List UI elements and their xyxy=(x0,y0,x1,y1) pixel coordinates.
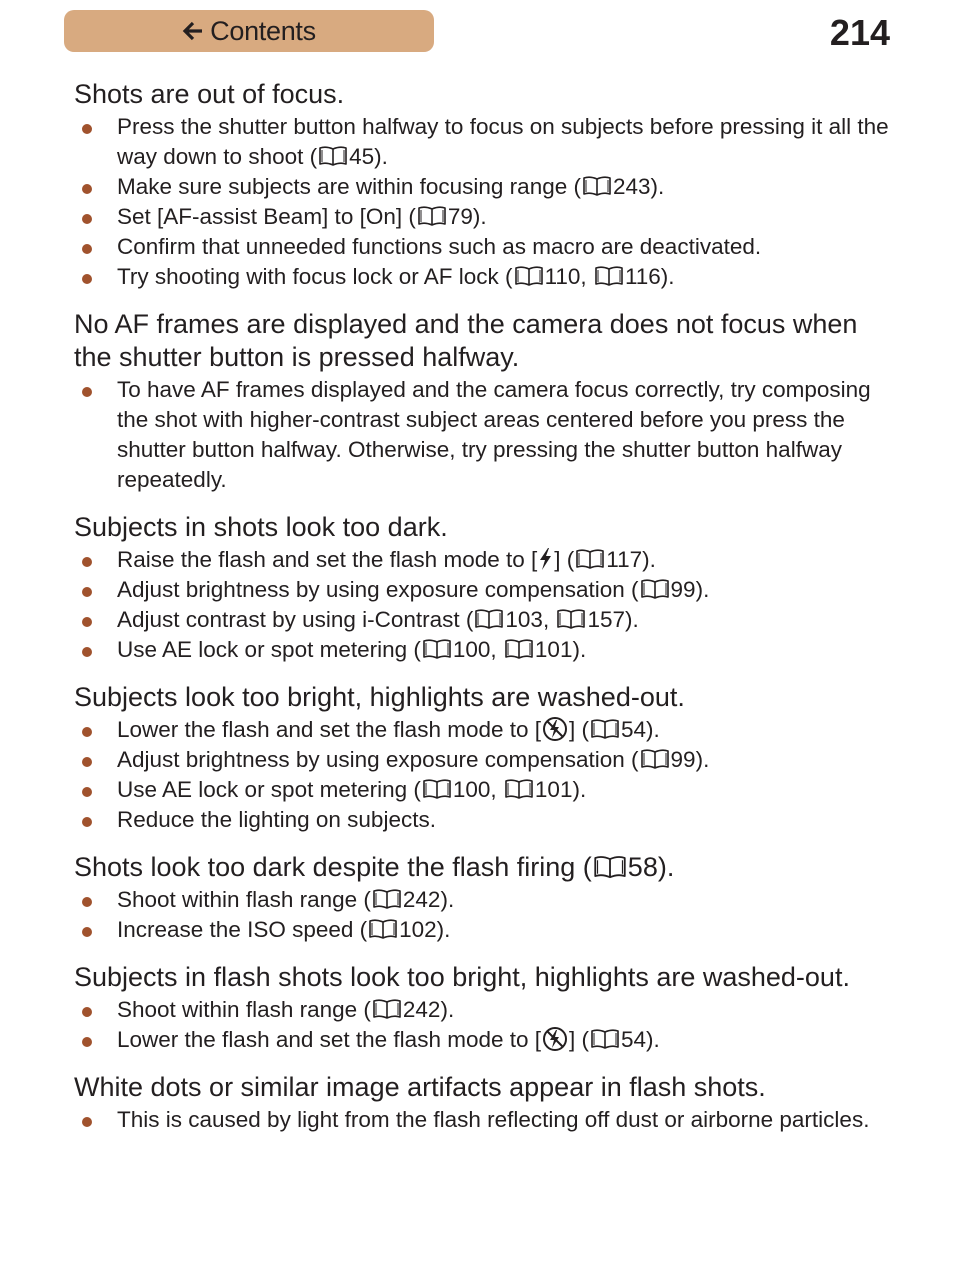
text-run: ] ( xyxy=(554,547,575,572)
book-icon[interactable] xyxy=(556,608,586,630)
section-heading: Subjects in flash shots look too bright, highlights are washed-out. xyxy=(74,962,850,992)
text-run: This is caused by light from the flash reflecting off dust or airborne particles. xyxy=(117,1107,870,1132)
text-run: ] ( xyxy=(569,1027,590,1052)
bullet-dot-icon xyxy=(82,124,92,134)
text-run: Adjust brightness by using exposure compensation ( xyxy=(117,577,639,602)
text-run: Make sure subjects are within focusing range ( xyxy=(117,174,581,199)
text-run: Lower the flash and set the flash mode to [ xyxy=(117,717,542,742)
bullet-dot-icon xyxy=(82,647,92,657)
list-item xyxy=(74,1105,894,1135)
text-run: Shoot within flash range ( xyxy=(117,997,371,1022)
book-icon[interactable] xyxy=(504,778,534,800)
list-item xyxy=(74,995,894,1025)
text-run: 157). xyxy=(587,607,639,632)
text-run: Use AE lock or spot metering ( xyxy=(117,637,421,662)
text-run: Reduce the lighting on subjects. xyxy=(117,807,436,832)
book-icon[interactable] xyxy=(594,265,624,287)
contents-label: Contents xyxy=(210,15,316,46)
book-icon[interactable] xyxy=(422,638,452,660)
text-run: 100, xyxy=(452,777,503,802)
faq-section xyxy=(74,961,894,1055)
bullet-dot-icon xyxy=(82,927,92,937)
list-item xyxy=(74,172,894,202)
bullet-dot-icon xyxy=(82,557,92,567)
bullet-dot-icon xyxy=(82,617,92,627)
text-run: Shots look too dark despite the flash firing ( xyxy=(74,852,592,882)
troubleshooting-content xyxy=(74,78,894,1151)
book-icon[interactable] xyxy=(318,145,348,167)
bullet-list xyxy=(74,112,894,292)
bullet-list xyxy=(74,545,894,665)
book-icon[interactable] xyxy=(504,638,534,660)
bullet-dot-icon xyxy=(82,817,92,827)
bullet-dot-icon xyxy=(82,1037,92,1047)
faq-section xyxy=(74,78,894,292)
book-icon[interactable] xyxy=(417,205,447,227)
book-icon[interactable] xyxy=(422,778,452,800)
text-run: 99). xyxy=(670,577,710,602)
list-item xyxy=(74,1025,894,1055)
text-run: Adjust contrast by using i-Contrast ( xyxy=(117,607,474,632)
section-heading: White dots or similar image artifacts appear in flash shots. xyxy=(74,1072,766,1102)
text-run: Shoot within flash range ( xyxy=(117,887,371,912)
text-run: To have AF frames displayed and the camera focus correctly, try composing the shot with higher-contrast subject areas centered before you press the shutter button halfway. Otherwise, try pressing the shutter button halfway repeatedly. xyxy=(117,377,871,492)
text-run: 100, xyxy=(452,637,503,662)
text-run: 242). xyxy=(402,997,455,1022)
text-run: 242). xyxy=(402,887,455,912)
list-item xyxy=(74,112,894,172)
bullet-dot-icon xyxy=(82,787,92,797)
section-heading: Subjects in shots look too dark. xyxy=(74,512,448,542)
text-run: 117). xyxy=(606,547,656,572)
text-run: 79). xyxy=(447,204,487,229)
flash-off-icon xyxy=(542,1026,568,1052)
text-run: 101). xyxy=(534,637,587,662)
book-icon[interactable] xyxy=(575,548,605,570)
flash-off-icon xyxy=(542,716,568,742)
text-run: 116). xyxy=(624,264,675,289)
faq-section xyxy=(74,511,894,665)
text-run: 243). xyxy=(612,174,665,199)
section-heading xyxy=(74,851,894,884)
book-icon[interactable] xyxy=(640,748,670,770)
contents-button[interactable] xyxy=(64,10,434,52)
bullet-list xyxy=(74,1105,894,1135)
list-item xyxy=(74,262,894,292)
list-item xyxy=(74,202,894,232)
bullet-dot-icon xyxy=(82,1007,92,1017)
bullet-list xyxy=(74,715,894,835)
bullet-dot-icon xyxy=(82,244,92,254)
bullet-dot-icon xyxy=(82,387,92,397)
text-run: 54). xyxy=(621,717,660,742)
text-run: 99). xyxy=(670,747,710,772)
text-run: 58). xyxy=(627,852,675,882)
text-run: 102). xyxy=(399,917,451,942)
bullet-dot-icon xyxy=(82,184,92,194)
list-item xyxy=(74,575,894,605)
list-item xyxy=(74,715,894,745)
text-run: Confirm that unneeded functions such as macro are deactivated. xyxy=(117,234,762,259)
text-run: Use AE lock or spot metering ( xyxy=(117,777,421,802)
text-run: Raise the flash and set the flash mode to [ xyxy=(117,547,538,572)
text-run: Lower the flash and set the flash mode to [ xyxy=(117,1027,542,1052)
text-run: 54). xyxy=(621,1027,660,1052)
text-run: Set [AF-assist Beam] to [On] ( xyxy=(117,204,416,229)
bullet-list xyxy=(74,995,894,1055)
list-item xyxy=(74,805,894,835)
book-icon[interactable] xyxy=(514,265,544,287)
list-item xyxy=(74,605,894,635)
list-item xyxy=(74,635,894,665)
text-run: Press the shutter button halfway to focus on subjects before pressing it all the way down to shoot ( xyxy=(117,114,889,169)
book-icon[interactable] xyxy=(590,718,620,740)
bullet-dot-icon xyxy=(82,897,92,907)
list-item xyxy=(74,775,894,805)
flash-on-icon xyxy=(537,547,554,571)
faq-section xyxy=(74,1071,894,1135)
arrow-left-icon xyxy=(182,20,204,42)
text-run: Increase the ISO speed ( xyxy=(117,917,368,942)
section-heading: Shots are out of focus. xyxy=(74,79,345,109)
book-icon[interactable] xyxy=(582,175,612,197)
text-run: 110, xyxy=(544,264,593,289)
section-heading: No AF frames are displayed and the camera does not focus when the shutter button is pressed halfway. xyxy=(74,309,858,372)
bullet-dot-icon xyxy=(82,587,92,597)
bullet-dot-icon xyxy=(82,214,92,224)
section-heading: Subjects look too bright, highlights are washed-out. xyxy=(74,682,685,712)
text-run: 101). xyxy=(534,777,587,802)
bullet-list xyxy=(74,375,894,495)
faq-section xyxy=(74,308,894,495)
book-icon[interactable] xyxy=(368,918,398,940)
book-icon[interactable] xyxy=(372,998,402,1020)
list-item xyxy=(74,232,894,262)
page-number: 214 xyxy=(829,12,890,53)
book-icon[interactable] xyxy=(372,888,402,910)
text-run: 103, xyxy=(505,607,556,632)
book-icon[interactable] xyxy=(640,578,670,600)
text-run: 45). xyxy=(349,144,388,169)
bullet-dot-icon xyxy=(82,727,92,737)
list-item xyxy=(74,915,894,945)
bullet-list xyxy=(74,885,894,945)
bullet-dot-icon xyxy=(82,757,92,767)
faq-section xyxy=(74,681,894,835)
text-run: Try shooting with focus lock or AF lock ( xyxy=(117,264,513,289)
list-item xyxy=(74,745,894,775)
text-run: Adjust brightness by using exposure compensation ( xyxy=(117,747,639,772)
list-item xyxy=(74,545,894,575)
list-item xyxy=(74,885,894,915)
list-item xyxy=(74,375,894,495)
faq-section xyxy=(74,851,894,945)
text-run: ] ( xyxy=(569,717,590,742)
bullet-dot-icon xyxy=(82,1117,92,1127)
book-icon[interactable] xyxy=(593,854,627,880)
book-icon[interactable] xyxy=(590,1028,620,1050)
bullet-dot-icon xyxy=(82,274,92,284)
book-icon[interactable] xyxy=(474,608,504,630)
